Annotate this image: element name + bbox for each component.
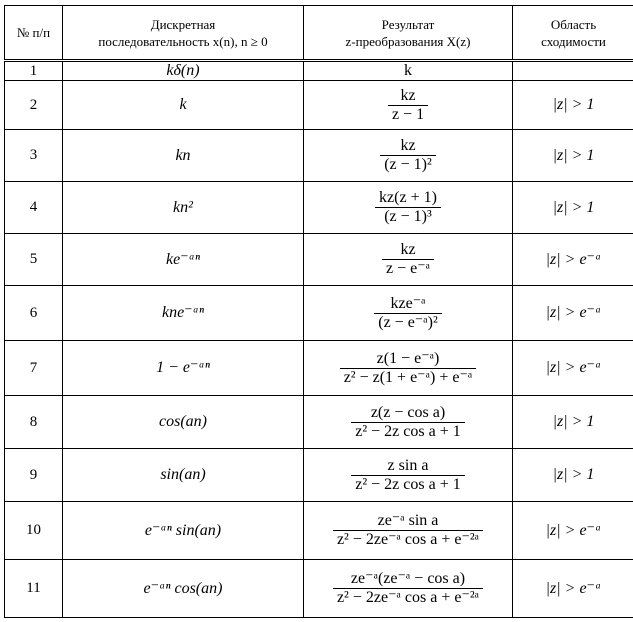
row-number: 9 (5, 449, 63, 502)
header-result-line1: Результат (381, 16, 435, 32)
row-number: 3 (5, 130, 63, 182)
table-row (5, 61, 633, 81)
row-transform (304, 286, 513, 341)
transform-fraction (333, 570, 483, 607)
row-sequence (63, 286, 304, 341)
row-transform (304, 81, 513, 130)
row-region (513, 502, 633, 560)
row-sequence (63, 341, 304, 396)
row-region (513, 81, 633, 130)
sequence-expression: e⁻ᵃⁿ cos(an) (143, 579, 223, 597)
transform-denominator: (z − 1)³ (375, 207, 441, 226)
header-result (304, 6, 513, 61)
row-sequence (63, 234, 304, 286)
transform-denominator: z − e⁻ᵃ (382, 259, 434, 278)
table-row (5, 502, 633, 560)
transform-denominator: z² − 2z cos a + 1 (351, 422, 464, 441)
sequence-expression: kδ(n) (166, 62, 200, 80)
transform-fraction (333, 512, 483, 549)
row-sequence (63, 61, 304, 81)
row-transform (304, 130, 513, 182)
z-transform-table-container (4, 5, 630, 618)
table-row (5, 286, 633, 341)
transform-denominator: (z − e⁻ᵃ)² (374, 313, 442, 332)
row-transform (304, 341, 513, 396)
row-transform (304, 560, 513, 618)
transform-denominator: z² − 2ze⁻ᵃ cos a + e⁻²ᵃ (333, 588, 483, 607)
row-sequence (63, 81, 304, 130)
transform-numerator: z(1 − e⁻ᵃ) (376, 349, 440, 367)
row-number: 10 (5, 502, 63, 560)
transform-fraction (382, 241, 434, 278)
header-result-line2: z-преобразования X(z) (345, 33, 471, 49)
row-region (513, 130, 633, 182)
transform-fraction (400, 62, 416, 80)
sequence-expression: sin(an) (160, 466, 206, 484)
row-sequence (63, 396, 304, 449)
region-expression: |z| > e⁻ᵃ (545, 521, 602, 539)
region-expression: |z| > 1 (552, 146, 595, 164)
transform-denominator: z² − 2z cos a + 1 (351, 475, 464, 494)
row-region (513, 234, 633, 286)
row-number: 6 (5, 286, 63, 341)
row-transform (304, 182, 513, 234)
region-expression: |z| > e⁻ᵃ (545, 250, 602, 268)
transform-denominator: z² − 2ze⁻ᵃ cos a + e⁻²ᵃ (333, 530, 483, 549)
transform-fraction (375, 189, 441, 226)
sequence-expression: kn² (173, 198, 193, 216)
region-expression: |z| > 1 (552, 466, 595, 484)
region-expression: |z| > e⁻ᵃ (545, 359, 602, 377)
row-region (513, 341, 633, 396)
transform-numerator: ze⁻ᵃ sin a (377, 512, 439, 530)
row-transform (304, 449, 513, 502)
row-number: 11 (5, 560, 63, 618)
sequence-expression: cos(an) (159, 413, 207, 431)
table-row (5, 341, 633, 396)
sequence-expression: kn (175, 146, 191, 164)
header-region-line1: Область (550, 16, 597, 32)
transform-fraction (351, 404, 464, 441)
header-sequence-line2: последовательность x(n), n ≥ 0 (98, 33, 268, 49)
transform-fraction (380, 137, 436, 174)
table-row (5, 396, 633, 449)
transform-numerator: z sin a (387, 456, 429, 474)
z-transform-table (4, 5, 633, 618)
row-number: 2 (5, 81, 63, 130)
sequence-expression: 1 − e⁻ᵃⁿ (156, 359, 210, 377)
table-row (5, 81, 633, 130)
transform-numerator: ze⁻ᵃ(ze⁻ᵃ − cos a) (350, 570, 466, 588)
row-region (513, 396, 633, 449)
row-sequence (63, 182, 304, 234)
region-expression: |z| > 1 (552, 413, 595, 431)
transform-denominator: z² − z(1 + e⁻ᵃ) + e⁻ᵃ (340, 368, 477, 387)
transform-denominator: z − 1 (388, 105, 428, 124)
sequence-expression: e⁻ᵃⁿ sin(an) (144, 521, 222, 539)
table-row (5, 449, 633, 502)
row-sequence (63, 502, 304, 560)
row-number: 5 (5, 234, 63, 286)
header-region-line2: сходимости (541, 33, 606, 49)
row-number: 8 (5, 396, 63, 449)
table-row (5, 560, 633, 618)
transform-numerator: kz (400, 241, 416, 259)
transform-fraction (351, 457, 464, 494)
transform-numerator: kze⁻ᵃ (390, 294, 426, 312)
transform-denominator: (z − 1)² (380, 155, 436, 174)
row-region (513, 286, 633, 341)
row-transform (304, 502, 513, 560)
transform-numerator: z(z − cos a) (370, 403, 446, 421)
row-sequence (63, 449, 304, 502)
region-expression: |z| > 1 (552, 96, 595, 114)
transform-numerator: k (404, 62, 412, 80)
row-region (513, 182, 633, 234)
header-region (513, 6, 633, 61)
row-transform (304, 234, 513, 286)
transform-numerator: kz (400, 137, 416, 155)
region-expression: |z| > e⁻ᵃ (545, 579, 602, 597)
header-row (5, 6, 633, 61)
sequence-expression: ke⁻ᵃⁿ (165, 250, 201, 268)
row-region (513, 449, 633, 502)
row-region (513, 560, 633, 618)
table-row (5, 130, 633, 182)
header-sequence (63, 6, 304, 61)
transform-fraction (340, 350, 477, 387)
transform-numerator: kz (400, 86, 416, 104)
row-number: 4 (5, 182, 63, 234)
sequence-expression: kne⁻ᵃⁿ (161, 304, 205, 322)
row-number: 7 (5, 341, 63, 396)
header-sequence-line1: Дискретная (150, 16, 216, 32)
header-number (5, 6, 63, 61)
region-expression: |z| > e⁻ᵃ (545, 304, 602, 322)
row-number: 1 (5, 61, 63, 81)
row-region (513, 61, 633, 81)
transform-numerator: kz(z + 1) (379, 189, 437, 207)
table-row (5, 182, 633, 234)
transform-fraction (388, 87, 428, 124)
row-sequence (63, 130, 304, 182)
region-expression: |z| > 1 (552, 198, 595, 216)
row-sequence (63, 560, 304, 618)
row-transform (304, 61, 513, 81)
transform-fraction (374, 295, 442, 332)
table-row (5, 234, 633, 286)
header-number-label: № п/п (16, 25, 51, 40)
sequence-expression: k (179, 96, 187, 114)
row-transform (304, 396, 513, 449)
